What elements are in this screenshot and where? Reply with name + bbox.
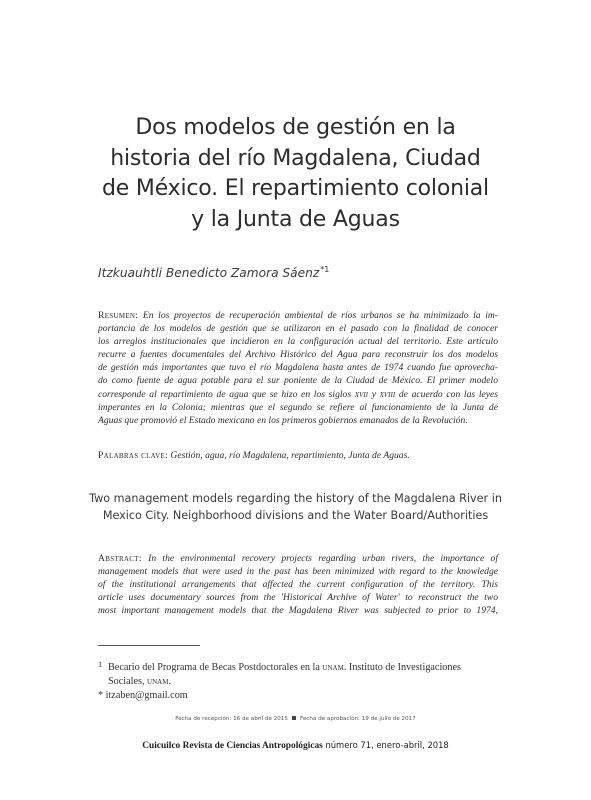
abstract-line: management models that were used in the past has been minimized with regard to the knowledge [98, 566, 498, 578]
footnote-email: * itzaben@gmail.com [98, 690, 188, 701]
resumen-line: do como fuente de agua potable para el sur poniente de la Ciudad de México. El primer modelo [98, 375, 498, 387]
title-line: historia del río Magdalena, Ciudad [110, 145, 481, 171]
separator-square-icon [292, 716, 296, 720]
dates-line [0, 716, 591, 722]
abstract-block [98, 552, 498, 617]
english-title [0, 491, 591, 524]
title-line: de México. El repartimiento colonial [102, 176, 489, 201]
journal-issue: número 71, enero-abril, 2018 [322, 740, 449, 750]
footnote-1: 1 Becario del Programa de Becas Postdoctorales en la unam. Instituto de Investigaciones Sociales, unam. [98, 659, 461, 687]
journal-name: Cuicuilco Revista de Ciencias Antropológicas [142, 741, 323, 751]
resumen-line: imperantes en la Colonia; mientras que el segundo se refiere al funcionamiento de la Junta de [98, 401, 498, 413]
title-line: Dos modelos de gestión en la [135, 115, 456, 140]
journal-footer [0, 740, 591, 751]
abstract-line: article uses documentary sources from the 'Historical Archive of Water' to reconstruct the two [98, 592, 498, 604]
author-name: Itzkuauhtli Benedicto Zamora Sáenz [98, 266, 320, 280]
resumen-block [98, 309, 498, 427]
resumen-line: Aguas que promovió el Estado mexicano en los primeros gobiernos emanados de la Revolución. [98, 414, 468, 426]
author-line [98, 265, 329, 280]
footnote-number: 1 [98, 659, 103, 669]
resumen-line: corresponde al repartimiento de agua que se hizo en los siglos xvii y xviii de acuerdo con las leyes [98, 388, 498, 400]
keywords-block [98, 449, 498, 462]
keywords-label: Palabras clave: [98, 450, 169, 461]
abstract-line: Abstract: In the environmental recovery projects regarding urban rivers, the importance of [98, 553, 498, 564]
keywords-line [98, 449, 498, 462]
resumen-line: de gestión más importantes que tuvo el río Magdalena hasta antes de 1974 cuando fue aprovecha- [98, 362, 498, 374]
resumen-line: recurre a fuentes documentales del Archivo Histórico del Agua para reconstruir los dos modelos [98, 349, 498, 361]
resumen-line: portancia de los modelos de gestión que se utilizaron en el pasado con la finalidad de conocer [98, 323, 498, 335]
english-title-line: Mexico City. Neighborhood divisions and the Water Board/Authorities [102, 508, 489, 522]
abstract-line: most important management models that the Magdalena River was subjected to prior to 1974, [98, 605, 498, 617]
keywords-text: Gestión, agua, río Magdalena, repartimiento, Junta de Aguas. [170, 450, 410, 461]
resumen-line: los arreglos institucionales que incidieron en la configuración actual del territorio. Este artículo [98, 336, 498, 348]
paper-title [0, 113, 591, 235]
abstract-label: Abstract: [98, 553, 142, 564]
english-title-line: Two management models regarding the history of the Magdalena River in [89, 492, 502, 505]
abstract-line: of the institutional arrangements that affected the current configuration of the territory. This [98, 579, 498, 591]
footnote-divider [98, 645, 200, 646]
author-footnote-marks: *1 [320, 265, 330, 274]
received-date: Fecha de recepción: 16 de abril de 2015 [175, 716, 288, 722]
resumen-line: Resumen: En los proyectos de recuperación ambiental de ríos urbanos se ha minimizado la im- [98, 310, 498, 321]
resumen-label: Resumen: [98, 310, 139, 321]
title-line: y la Junta de Aguas [191, 206, 400, 232]
approved-date: Fecha de aprobación: 19 de julio de 2017 [299, 716, 416, 722]
